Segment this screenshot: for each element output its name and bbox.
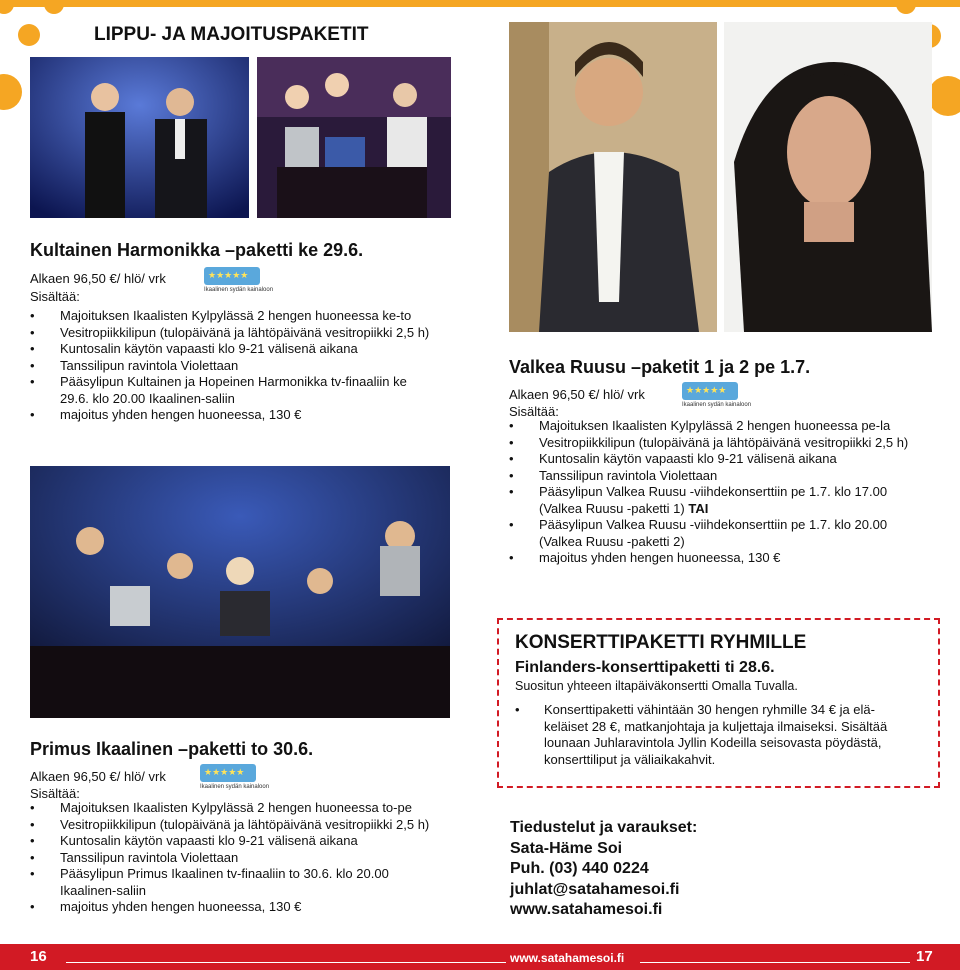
footer-url-link[interactable]: www.satahamesoi.fi (510, 951, 625, 965)
rating-badge-icon: ★★★★★ Ikaalinen sydän kainaloon (204, 267, 266, 299)
list-item: • Majoituksen Ikaalisten Kylpylässä 2 hengen huoneessa pe-la (509, 418, 908, 435)
list-item: • majoitus yhden hengen huoneessa, 130 € (30, 407, 429, 424)
ruusu-includes-label: Sisältää: (509, 404, 559, 419)
photo-accordion-group (257, 57, 451, 218)
primus-items (30, 800, 429, 916)
rating-badge-icon: ★★★★★ Ikaalinen sydän kainaloon (682, 382, 744, 414)
contact-phone: Puh. (03) 440 0224 (510, 860, 649, 877)
top-accent-bar (0, 0, 960, 7)
konsertti-title: KONSERTTIPAKETTI RYHMILLE (515, 632, 807, 653)
list-item: • majoitus yhden hengen huoneessa, 130 € (509, 550, 908, 567)
footer-bar (0, 944, 960, 970)
decor-dot (44, 0, 64, 14)
ruusu-items (509, 418, 908, 567)
list-item: • Pääsylipun Valkea Ruusu -viihdekonserttiin pe 1.7. klo 20.00 (Valkea Ruusu -paketti 2) (509, 517, 908, 550)
list-item: • Vesitropiikkilipun (tulopäivänä ja lähtöpäivänä vesitropiikki 2,5 h) (30, 325, 429, 342)
list-item: • Vesitropiikkilipun (tulopäivänä ja lähtöpäivänä vesitropiikki 2,5 h) (509, 435, 908, 452)
list-item: • Pääsylipun Kultainen ja Hopeinen Harmonikka tv-finaaliin ke 29.6. klo 20.00 Ikaalinen-saliin (30, 374, 429, 407)
page-number-right: 17 (916, 948, 933, 965)
list-item: • Majoituksen Ikaalisten Kylpylässä 2 hengen huoneessa to-pe (30, 800, 429, 817)
contact-label: Tiedustelut ja varaukset: (510, 819, 698, 836)
list-item: • Vesitropiikkilipun (tulopäivänä ja lähtöpäivänä vesitropiikki 2,5 h) (30, 817, 429, 834)
harmonikka-items (30, 308, 429, 424)
list-item: • Kuntosalin käytön vapaasti klo 9-21 välisenä aikana (30, 341, 429, 358)
footer-divider (640, 962, 910, 963)
contact-block (510, 818, 697, 921)
contact-email-link[interactable]: juhlat@satahamesoi.fi (510, 880, 680, 898)
ruusu-title: Valkea Ruusu –paketit 1 ja 2 pe 1.7. (509, 357, 811, 377)
contact-web-link[interactable]: www.satahamesoi.fi (510, 901, 663, 918)
list-item: • Kuntosalin käytön vapaasti klo 9-21 välisenä aikana (509, 451, 908, 468)
photo-woman-portrait (724, 22, 932, 332)
primus-title: Primus Ikaalinen –paketti to 30.6. (30, 739, 314, 759)
list-item: • Kuntosalin käytön vapaasti klo 9-21 välisenä aikana (30, 833, 429, 850)
harmonikka-title: Kultainen Harmonikka –paketti ke 29.6. (30, 240, 364, 260)
primus-price: Alkaen 96,50 €/ hlö/ vrk (30, 769, 166, 784)
photo-stage-group (30, 466, 450, 718)
list-item: • majoitus yhden hengen huoneessa, 130 € (30, 899, 429, 916)
konsertti-tagline: Suositun yhteeen iltapäiväkonsertti Omalla Tuvalla. (515, 679, 798, 693)
contact-org: Sata-Häme Soi (510, 839, 623, 857)
ruusu-price: Alkaen 96,50 €/ hlö/ vrk (509, 387, 645, 402)
harmonikka-price: Alkaen 96,50 €/ hlö/ vrk (30, 271, 166, 286)
photo-man-portrait (509, 22, 717, 332)
konsertti-text: Konserttipaketti vähintään 30 hengen ryhmille 34 € ja elä- keläiset 28 €, matkanjohtaja ja kuljettaja ilmaiseksi. Sisältää lounaan Juhlaravintola Jyllin Kodeilla seisovasta pöydästä, konserttiliput ja väliaikakahvit. (544, 702, 888, 767)
konsertti-bullet: • (515, 702, 520, 717)
footer-divider (66, 962, 506, 963)
list-item: • Tanssilipun ravintola Violettaan (30, 850, 429, 867)
decor-dot (896, 0, 916, 14)
rating-badge-icon: ★★★★★ Ikaalinen sydän kainaloon (200, 764, 262, 796)
decor-dot (0, 0, 14, 14)
list-item: • Majoituksen Ikaalisten Kylpylässä 2 hengen huoneessa ke-to (30, 308, 429, 325)
list-item: • Pääsylipun Primus Ikaalinen tv-finaaliin to 30.6. klo 20.00 Ikaalinen-saliin (30, 866, 429, 899)
decor-dot (18, 24, 40, 46)
harmonikka-includes-label: Sisältää: (30, 289, 80, 304)
list-item: • Tanssilipun ravintola Violettaan (509, 468, 908, 485)
primus-includes-label: Sisältää: (30, 786, 80, 801)
konsertti-subtitle: Finlanders-konserttipaketti ti 28.6. (515, 659, 775, 676)
konsertti-box (497, 618, 940, 788)
page-title: LIPPU- JA MAJOITUSPAKETIT (94, 24, 369, 45)
decor-dot (0, 74, 22, 110)
list-item: • Pääsylipun Valkea Ruusu -viihdekonserttiin pe 1.7. klo 17.00 (Valkea Ruusu -paketti 1) TAI (509, 484, 908, 517)
list-item: • Tanssilipun ravintola Violettaan (30, 358, 429, 375)
page-number-left: 16 (30, 948, 47, 965)
photo-presenters (30, 57, 249, 218)
decor-dot (928, 76, 960, 116)
